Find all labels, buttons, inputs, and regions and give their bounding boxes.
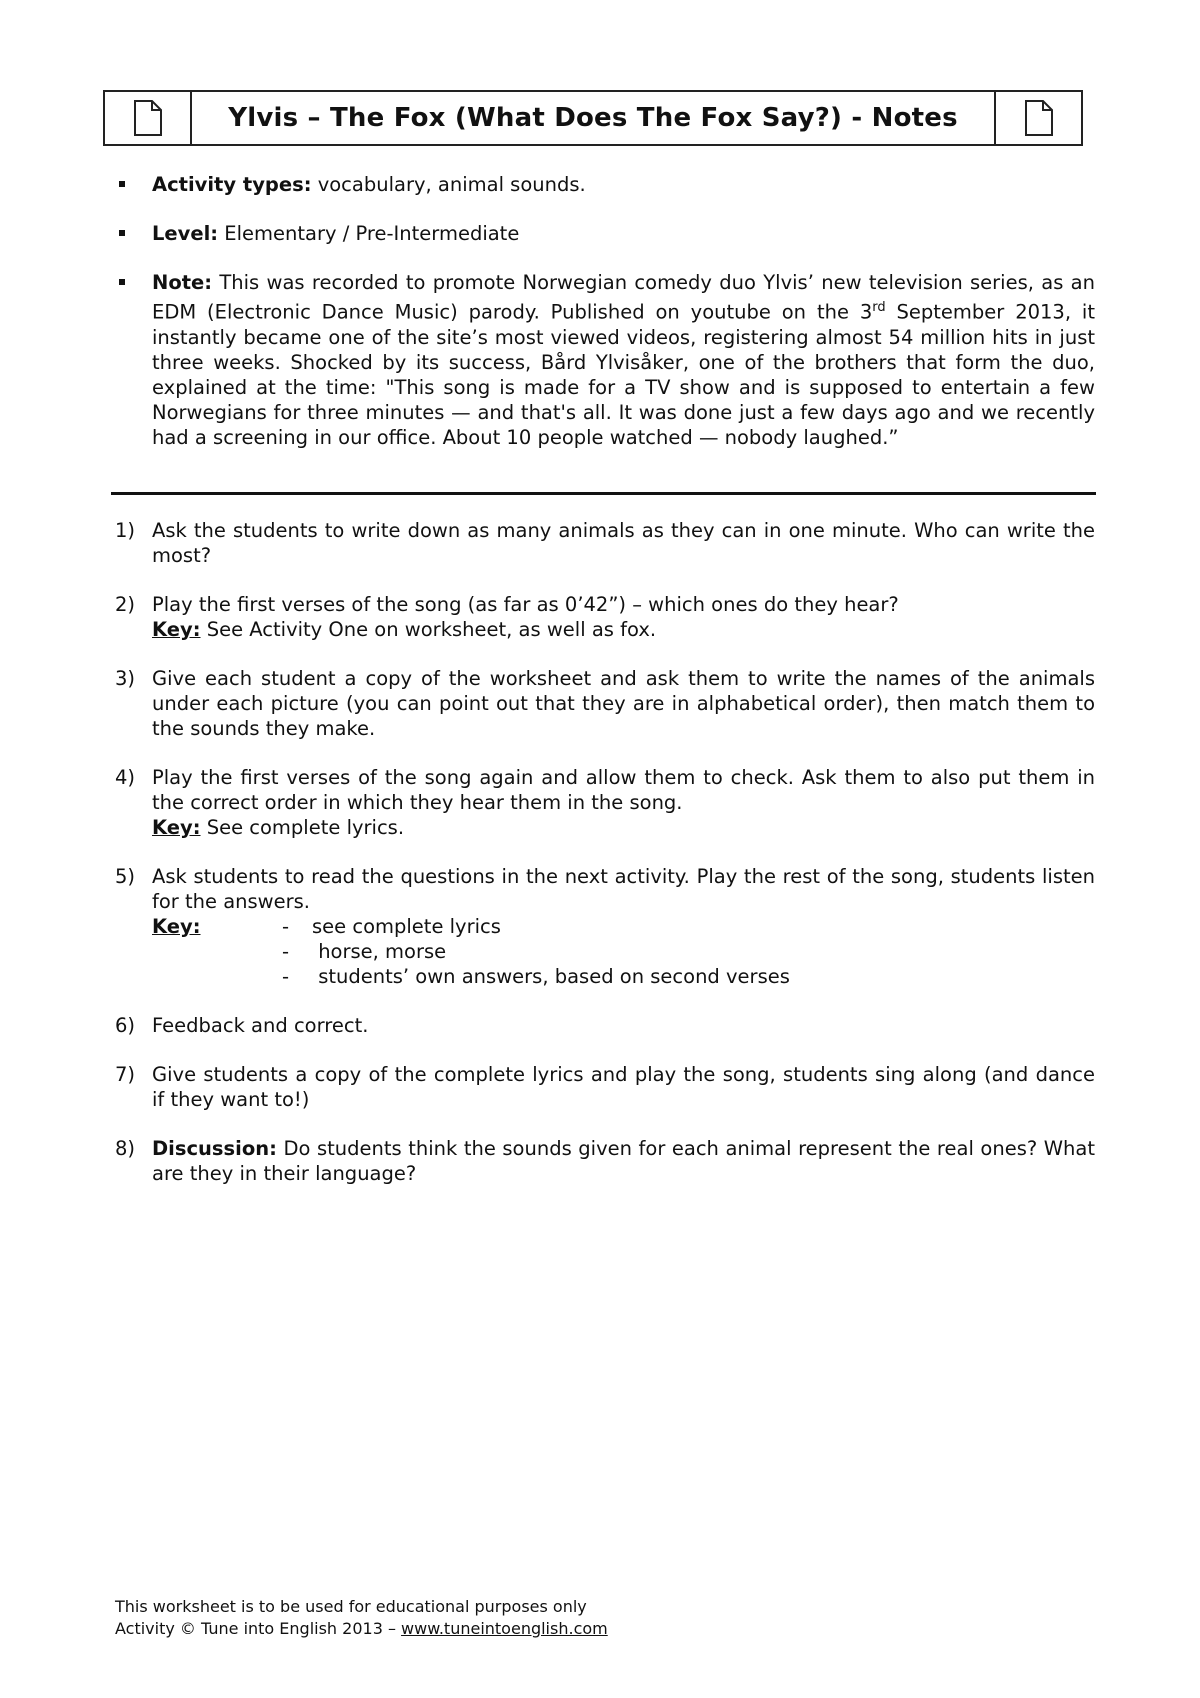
copyright-text: Activity © Tune into English 2013 – (115, 1619, 402, 1638)
ordinal-suffix: rd (872, 300, 886, 315)
step-value: Do students think the sounds given for each animal represent the real ones? What are they in their language? (152, 1137, 1095, 1185)
step-text: Play the first verses of the song (as far as 0’42”) – which ones do they hear? (152, 593, 899, 616)
answer-key-row (152, 939, 1095, 964)
key-item: horse, morse (312, 940, 447, 963)
bullet-note (115, 270, 1095, 450)
key-text: See complete lyrics. (200, 816, 405, 839)
answer-key (152, 617, 1095, 642)
section-divider (111, 492, 1096, 495)
step-number: 3) (115, 667, 136, 690)
bullet-level (115, 221, 1095, 246)
step-body (152, 765, 1095, 840)
footer (115, 1596, 608, 1640)
key-label: Key: (152, 618, 201, 641)
bullet-text (152, 221, 1095, 246)
document-icon (133, 99, 163, 137)
step-1 (115, 518, 1095, 568)
step-label: Discussion: (152, 1137, 277, 1160)
key-label: Key: (152, 915, 201, 938)
step-text: Give each student a copy of the worksheet and ask them to write the names of the animals under each picture (you can point out that they are in alphabetical order), then match them to the sounds they make. (152, 667, 1095, 740)
website-link[interactable]: www.tuneintoenglish.com (401, 1619, 608, 1638)
bullet-label: Note: (152, 271, 213, 294)
step-text: Ask students to read the questions in the next activity. Play the rest of the song, students listen for the answers. (152, 865, 1095, 913)
step-number: 2) (115, 593, 136, 616)
step-text: Give students a copy of the complete lyrics and play the song, students sing along (and dance if they want to!) (152, 1063, 1095, 1111)
step-text: Ask the students to write down as many animals as they can in one minute. Who can write the most? (152, 519, 1095, 567)
step-number: 7) (115, 1063, 136, 1086)
step-body (152, 864, 1095, 989)
note-text: This was recorded to promote Norwegian comedy duo Ylvis’ new television series, as an EDM (Electronic Dance Music) parody. Published on youtube on the 3 (152, 271, 1095, 324)
bullet-marker (115, 172, 152, 197)
step-number: 6) (115, 1014, 136, 1037)
step-body (152, 592, 1095, 642)
step-7 (115, 1062, 1095, 1112)
step-number: 4) (115, 766, 136, 789)
bullet-marker (115, 221, 152, 246)
step-number: 1) (115, 519, 136, 542)
list-dash: - (282, 965, 290, 988)
list-dash: - (282, 940, 290, 963)
step-number: 8) (115, 1137, 136, 1160)
step-text: Play the first verses of the song again and allow them to check. Ask them to also put them in the correct order in which they hear them in the song. (152, 766, 1095, 814)
title-right-cell (994, 92, 1081, 144)
bullet-marker (115, 270, 152, 450)
key-label: Key: (152, 816, 201, 839)
key-text: See Activity One on worksheet, as well as fox. (200, 618, 657, 641)
footer-disclaimer: This worksheet is to be used for educational purposes only (115, 1597, 587, 1616)
info-bullets (115, 172, 1095, 474)
document-icon (1024, 99, 1054, 137)
page-title: Ylvis – The Fox (What Does The Fox Say?) - Notes (228, 103, 958, 133)
step-8 (115, 1136, 1095, 1186)
bullet-activity-types (115, 172, 1095, 197)
key-item: see complete lyrics (312, 915, 501, 938)
procedure-steps (115, 518, 1095, 1210)
answer-key (152, 815, 1095, 840)
footer-copyright (115, 1618, 608, 1640)
key-item: students’ own answers, based on second verses (312, 965, 790, 988)
list-dash: - (282, 915, 290, 938)
step-3 (115, 666, 1095, 741)
step-text (152, 1136, 1095, 1186)
bullet-value: vocabulary, animal sounds. (311, 173, 586, 196)
note-text-continued: September 2013, it instantly became one of the site’s most viewed videos, registering almost 54 million hits in just three weeks. Shocked by its success, Bård Ylvisåker, one of the brothers that form the duo, explained at the time: "This song is made for a TV show and is supposed to entertain a few Norwegians for three minutes — and that's all. It was done just a few days ago and we recently had a screening in our office. About 10 people watched — nobody laughed.” (152, 300, 1095, 449)
title-left-cell (105, 92, 192, 144)
bullet-text (152, 172, 1095, 197)
bullet-label: Level: (152, 222, 219, 245)
step-text: Feedback and correct. (152, 1014, 369, 1037)
step-4 (115, 765, 1095, 840)
bullet-text (152, 270, 1095, 450)
step-2 (115, 592, 1095, 642)
step-5 (115, 864, 1095, 989)
step-6 (115, 1013, 1095, 1038)
step-number: 5) (115, 865, 136, 888)
bullet-label: Activity types: (152, 173, 312, 196)
bullet-value: Elementary / Pre-Intermediate (218, 222, 520, 245)
answer-key-row (152, 914, 1095, 939)
title-box (103, 90, 1083, 146)
answer-key-row (152, 964, 1095, 989)
